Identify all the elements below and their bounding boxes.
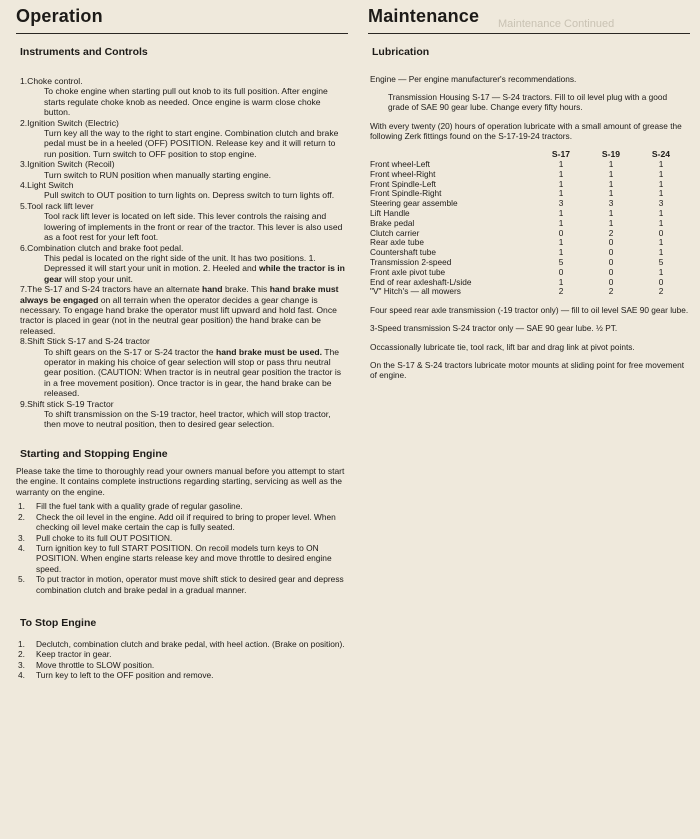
- stopping-heading: To Stop Engine: [20, 616, 97, 629]
- table-row: Transmission 2-speed 5 0 5: [370, 256, 664, 267]
- table-row: Rear axle tube 1 0 1: [370, 237, 664, 248]
- zerk-intro: With every twenty (20) hours of operation lubricate with a small amount of grease the following Zerk fittings found on the S-17-19-24 tractors.: [370, 120, 682, 141]
- table-row: Front Spindle-Left 1 1 1: [370, 178, 664, 189]
- instrument-item: 4.Light Switch Pull switch to OUT position to turn lights on. Depress switch to turn lights off.: [20, 180, 335, 201]
- list-item: 1. Fill the fuel tank with a quality grade of regular gasoline.: [18, 501, 243, 512]
- list-item: 2. Check the oil level in the engine. Add oil if required to bring to proper level. When checking oil level make certain the cap is fully seated.: [18, 511, 336, 533]
- column-header: S-17: [551, 149, 571, 160]
- table-row: Clutch carrier 0 2 0: [370, 227, 664, 238]
- starting-heading: Starting and Stopping Engine: [20, 447, 168, 460]
- list-item: 3. Pull choke to its full OUT POSITION.: [18, 532, 173, 543]
- instrument-item: 2.Ignition Switch (Electric) Turn key all the way to the right to start engine. Combination clutch and brake pedal must be in a heeled (OFF) POSITION. Release key and it will return to run position. Turn switch to OFF position to stop engine.: [20, 117, 339, 159]
- maintenance-title: Maintenance: [368, 6, 480, 26]
- engine-note: Engine — Per engine manufacturer's recommendations.: [370, 74, 577, 84]
- operation-title: Operation: [16, 6, 103, 26]
- occasional-note: Occassionally lubricate tie, tool rack, lift bar and drag link at pivot points.: [370, 341, 635, 352]
- table-row: Front wheel-Left 1 1 1: [370, 159, 664, 170]
- table-row: Front wheel-Right 1 1 1: [370, 168, 664, 179]
- table-row: End of rear axleshaft-L/side 1 0 0: [370, 276, 664, 287]
- list-item: 4. Turn key to left to the OFF position and remove.: [18, 670, 214, 681]
- four-speed-note: Four speed rear axle transmission (-19 tractor only) — fill to oil level SAE 90 gear lube.: [370, 305, 689, 316]
- instrument-item: 5.Tool rack lift lever Tool rack lift lever is located on left side. This lever controls the raising and lowering of implements in the front or rear of the tractor. This lever is also used as a foot rest for your left foot.: [20, 200, 343, 243]
- instrument-item: 1.Choke control. To choke engine when starting pull out knob to its full position. After engine starts regulate choke knob as needed. Once engine is warm close choke button.: [20, 76, 328, 118]
- operation-column: [16, 6, 348, 681]
- list-item: 4. Turn ignition key to full START POSITION. On recoil models turn keys to ON POSITION. When engine starts release key and move throttle to desired engine speed.: [18, 542, 332, 574]
- stopping-steps: [16, 639, 348, 681]
- starting-steps: [16, 501, 348, 595]
- column-header: S-24: [651, 149, 671, 160]
- lubrication-heading: Lubrication: [372, 46, 430, 58]
- list-item: 1. Declutch, combination clutch and brake pedal, with heel action. (Brake on position).: [18, 638, 345, 649]
- lubrication-table: [370, 149, 686, 297]
- maintenance-divider: [368, 33, 690, 34]
- table-row: Lift Handle 1 1 1: [370, 208, 664, 218]
- maintenance-column: [368, 6, 690, 388]
- table-row: Front Spindle-Right 1 1 1: [370, 188, 664, 199]
- list-item: 2. Keep tractor in gear.: [18, 649, 112, 660]
- table-row: "V" Hitch's — all mowers 2 2 2: [370, 286, 664, 297]
- list-item: 3. Move throttle to SLOW position.: [18, 659, 155, 670]
- motor-mounts-note: On the S-17 & S-24 tractors lubricate motor mounts at sliding point for free movement of engine.: [370, 359, 685, 380]
- instrument-item-shift-s17: 8.Shift Stick S-17 and S-24 tractor To shift gears on the S-17 or S-24 tractor the hand brake must be used. The operator in making his choice of gear selection will stop or pass thru neutral gear position. (CAUTION: When tractor is in neutral gear position the tractor is in a free movement position). Once tractor is in gear, the hand brake can be released.: [20, 336, 342, 399]
- instruments-heading: Instruments and Controls: [20, 46, 148, 58]
- table-row: Brake pedal 1 1 1: [370, 217, 664, 228]
- three-speed-note: 3-Speed transmission S-24 tractor only — SAE 90 gear lube. ½ PT.: [370, 323, 618, 334]
- column-header: S-19: [601, 149, 621, 160]
- instrument-item-hand-brake: 7.The S-17 and S-24 tractors have an alternate hand brake. This hand brake must always be engaged on all terrain when the operator decides a gear change is necessary. To engage hand brake the operator must lift upward and hold fast. Once tractor is placed in gear (not in the neutral gear position) the hand brake can be released.: [20, 284, 339, 336]
- instrument-item-shift-s19: 9.Shift stick S-19 Tractor To shift transmission on the S-19 tractor, heel tractor, which will stop tractor, then move to neutral position, then to desired gear selection.: [20, 398, 331, 430]
- instruments-list: [16, 76, 348, 430]
- table-row: Front axle pivot tube 0 0 1: [370, 266, 664, 277]
- instrument-item: 6.Combination clutch and brake foot pedal. This pedal is located on the right side of the unit. It has two positions. 1. Depressed it will start your unit in motion. 2. Heeled and while the tractor is in gear will stop your unit.: [20, 242, 345, 284]
- instrument-item: 3.Ignition Switch (Recoil) Turn switch to RUN position when manually starting engine.: [20, 159, 272, 180]
- table-row: Countershaft tube 1 0 1: [370, 247, 664, 258]
- transmission-note: Transmission Housing S-17 — S-24 tractors. Fill to oil level plug with a good grade of SAE 90 gear lube. Change every fifty hours.: [388, 92, 668, 113]
- operation-divider: [16, 33, 348, 34]
- bleed-through-title: Maintenance Continued: [498, 18, 615, 30]
- starting-intro: Please take the time to thoroughly read your owners manual before you attempt to start the engine. It contains complete instructions regarding starting, servicing as well as the warranty on the engine.: [16, 465, 345, 497]
- list-item: 5. To put tractor in motion, operator must move shift stick to desired gear and depress combination clutch and brake pedal in a gradual manner.: [18, 574, 344, 595]
- table-row: Steering gear assemble 3 3 3: [370, 198, 664, 209]
